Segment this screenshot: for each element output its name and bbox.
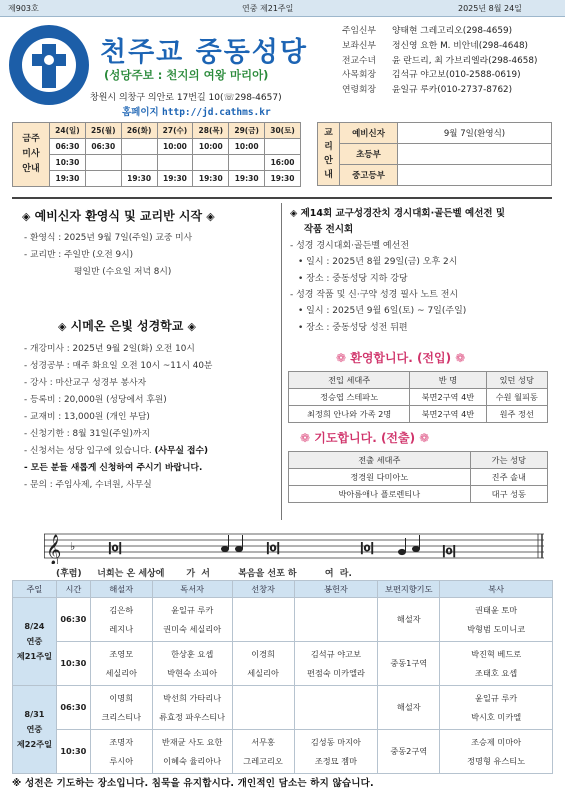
prayer-table [288,451,548,503]
catechesis-label: 초등부 [340,144,398,165]
bible-school-item: - 신청서는 성당 입구에 있습니다. (사무실 접수) [24,446,209,456]
bible-school-item: - 강사 : 마산교구 성경부 봉사자 [24,378,147,388]
catechesis-label: 중고등부 [340,165,398,186]
mass-time-cell [121,139,157,155]
staff-person: 윤 란드리, 최 가브리엘라(298-4658) [392,55,538,66]
schedule-row [13,686,553,730]
svg-text:|o|: |o| [442,544,457,557]
mass-time-cell [121,155,157,171]
mass-side-label-line: 안내 [22,164,40,174]
bulletin-name: (성당주보 : 천지의 여왕 마리아) [104,68,269,82]
issue-date: 2025년 8월 24일 [458,4,522,13]
schedule-cell-line: 박선희 가타리나 [163,692,222,703]
schedule-sunday-line: 제22주일 [16,739,52,749]
schedule-cell [232,598,294,642]
mass-time-cell: 10:30 [50,155,86,171]
catechumen-item: - 환영식 : 2025년 9월 7일(주일) 교중 미사 [24,233,193,243]
svg-text:|o|: |o| [108,541,123,554]
bible-school-item: - 신청기한 : 8월 31일(주일)까지 [24,429,150,439]
prayer-cell: 진주 솔내 [470,469,547,486]
bible-school-title: ◈ 시메온 은빛 성경학교 ◈ [58,319,196,333]
bible-school-item: - 개강미사 : 2025년 9월 2일(화) 오전 10시 [24,344,195,354]
section-divider [12,197,552,199]
schedule-sunday-line: 연중 [26,724,43,734]
schedule-cell-line: 반재균 사도 요한 [161,736,223,747]
mass-time-cell: 19:30 [193,171,229,187]
schedule-header-cell: 해설자 [90,581,152,598]
schedule-cell-line: 중동1구역 [390,658,428,668]
liturgical-week: 연중 제21주일 [242,4,294,13]
parish-name: 천주교 중동성당 [100,37,308,68]
catechesis-side-label [318,123,340,186]
schedule-cell-line: 편점숙 미카엘라 [306,667,365,678]
catechesis-side-label-line: 교 [324,128,333,138]
schedule-cell [90,642,152,686]
schedule-cell-line: 이혜숙 율리아나 [163,755,222,766]
mass-time-cell: 16:00 [265,155,301,171]
prayer-cell: 대구 성동 [470,486,547,503]
homepage [122,104,271,118]
diamond-icon: ◈ [290,208,298,219]
schedule-cell-line: 박현숙 소피아 [167,667,218,678]
catechesis-label: 예비신자 [340,123,398,144]
catechesis-value [398,144,552,165]
schedule-cell [152,686,232,730]
welcome-cell: 원주 정선 [486,406,547,423]
schedule-cell-line: 한상훈 요셉 [171,648,214,659]
welcome-row [289,406,548,423]
prayer-cell: 정경원 다미아노 [289,469,471,486]
catechesis-row [318,123,552,144]
prayer-row [289,469,548,486]
schedule-cell [294,642,378,686]
schedule-cell-line: 조명자 [109,736,134,747]
schedule-cell-line: 윤일규 루카 [171,604,214,615]
mass-time-cell [157,155,193,171]
staff-person: 정신영 요한 M. 비안네(298-4648) [392,40,528,51]
welcome-cell: 북면2구역 4반 [410,389,486,406]
prayer-header-cell: 전출 세대주 [289,452,471,469]
flower-icon: ❁ [336,351,347,365]
schedule-cell-line: 해설자 [396,702,421,712]
welcome-table [288,371,548,423]
schedule-cell-line: 박시호 미카엘 [471,711,522,722]
schedule-cell-line: 조영모 [109,648,134,659]
contest-item: • 장소 : 중동성당 성전 뒤편 [298,323,408,333]
schedule-cell-line: 권태윤 토마 [475,604,518,615]
mass-side-label [13,123,50,187]
schedule-cell [294,598,378,642]
welcome-cell: 최정희 안나와 가족 2명 [289,406,410,423]
schedule-cell-line: 중동2구역 [390,746,428,756]
mass-time-cell: 10:00 [193,139,229,155]
mass-time-cell [85,171,121,187]
contest-item: - 성경 작품 및 신·구약 성경 필사 노트 전시 [290,290,459,300]
homepage-link[interactable]: http://jd.cathms.kr [162,107,271,118]
mass-day-header: 30(토) [265,123,301,139]
flower-icon: ❁ [455,351,466,365]
staff-role: 보좌신부 [342,40,376,51]
schedule-cell-line: 조태호 요셉 [475,667,518,678]
mass-side-label-line: 미사 [22,149,40,159]
schedule-sunday-cell [13,686,57,774]
staff-role: 주임신부 [342,26,376,36]
schedule-cell [90,730,152,774]
schedule-cell-line: 박형범 도미니코 [467,623,526,634]
schedule-cell [378,642,440,686]
catechesis-side-label-line: 리 [324,142,333,152]
schedule-cell [378,730,440,774]
staff-person: 김석규 야고보(010-2588-0619) [392,70,521,81]
schedule-cell [232,730,294,774]
music-staff [44,530,544,564]
mass-day-header: 25(월) [85,123,121,139]
schedule-cell-line: 김성동 마지아 [310,736,361,747]
schedule-cell-line: 권미숙 세실리아 [163,623,222,634]
catechesis-row [318,144,552,165]
bible-school-item: - 교재비 : 13,000원 (개인 부담) [24,412,150,422]
schedule-header-cell: 시간 [56,581,90,598]
schedule-cell [294,686,378,730]
mass-time-cell: 06:30 [85,139,121,155]
schedule-cell-line: 세실리아 [105,667,138,678]
contest-item: - 성경 경시대회·골든벨 예선전 [290,241,410,251]
staff-row [342,24,537,39]
staff-person: 양태현 그레고리오(298-4659) [392,26,512,36]
schedule-cell-line: 류효정 파우스티나 [159,711,226,722]
staff-row [342,68,537,83]
mass-day-header: 29(금) [229,123,265,139]
welcome-header-cell: 있던 성당 [486,372,547,389]
mass-time-cell [85,155,121,171]
issue-strip [0,0,565,17]
schedule-row [13,730,553,774]
schedule-sunday-line: 연중 [26,636,43,646]
schedule-row [13,642,553,686]
column-divider [281,203,282,520]
schedule-cell [90,686,152,730]
schedule-cell [440,642,553,686]
schedule-header-cell: 주일 [13,581,57,598]
mass-time-cell [265,139,301,155]
schedule-cell-line: 해설자 [396,614,421,624]
mass-header-row [13,123,301,139]
schedule-cell-line: 정명형 유스티노 [467,755,526,766]
schedule-header-cell: 봉헌자 [294,581,378,598]
diamond-icon: ◈ [206,210,215,223]
schedule-cell-line: 김은하 [109,604,134,615]
bible-school-item: - 성경공부 : 매주 화요일 오전 10시 ~11시 40분 [24,361,213,371]
footer-note: ※ 성전은 기도하는 장소입니다. 침묵을 유지합시다. 개인적인 담소는 하지 않습니다. [12,778,374,789]
schedule-sunday-line: 8/24 [24,621,45,631]
svg-text:|o|: |o| [266,541,281,554]
parish-logo-icon [8,24,90,106]
schedule-cell [232,686,294,730]
diamond-icon: ◈ [22,210,31,223]
mass-day-header: 24(일) [50,123,86,139]
schedule-cell-line: 이경희 [251,648,275,659]
mass-time-cell: 19:30 [265,171,301,187]
schedule-cell [152,730,232,774]
schedule-cell [378,598,440,642]
mass-day-header: 28(목) [193,123,229,139]
ministry-schedule-table [12,580,553,774]
schedule-cell [90,598,152,642]
staff-row [342,54,537,69]
mass-times-table [12,122,301,187]
catechesis-value: 9월 7일(환영식) [398,123,552,144]
schedule-cell [440,730,553,774]
welcome-cell: 정승엽 스테파노 [289,389,410,406]
schedule-row [13,598,553,642]
schedule-cell-line: 이명희 [109,692,134,703]
mass-day-header: 26(화) [121,123,157,139]
schedule-cell-line: 김석규 야고보 [310,648,361,659]
schedule-header-cell: 보편지향기도 [378,581,440,598]
welcome-header-cell: 전입 세대주 [289,372,410,389]
contest-title: ◈ 제14회 교구성경잔치 경시대회·골든벨 예선전 및 작품 전시회 [290,208,506,235]
flower-icon: ❁ [419,431,430,445]
mass-side-label-line: 금주 [22,134,40,144]
schedule-cell [152,598,232,642]
welcome-header-cell: 반 명 [410,372,486,389]
mass-time-row [13,139,301,155]
catechesis-table [317,122,552,186]
diamond-icon: ◈ [187,320,196,333]
mass-time-cell: 19:30 [50,171,86,187]
schedule-cell-line: 조정묘 젬마 [314,755,357,766]
mass-time-cell: 19:30 [229,171,265,187]
schedule-cell-line: 박진혁 베드로 [471,648,522,659]
mass-time-cell: 10:00 [157,139,193,155]
prayer-header-row [289,452,548,469]
schedule-cell [440,598,553,642]
schedule-cell [440,686,553,730]
schedule-sunday-cell [13,598,57,686]
schedule-header-row [13,581,553,598]
mass-time-row [13,155,301,171]
schedule-cell [232,642,294,686]
mass-day-header: 27(수) [157,123,193,139]
homepage-label: 홈페이지 [122,107,159,118]
mass-time-cell: 19:30 [121,171,157,187]
catechumen-item: 평일반 (수요일 저녁 8시) [74,267,172,277]
schedule-time-cell: 06:30 [56,686,90,730]
mass-time-cell: 06:30 [50,139,86,155]
staff-person: 윤일규 루카(010-2737-8762) [392,85,513,96]
schedule-cell [378,686,440,730]
contest-item: • 장소 : 중동성당 지하 강당 [298,274,408,284]
schedule-time-cell: 10:30 [56,642,90,686]
staff-row [342,83,537,98]
schedule-header-cell: 복사 [440,581,553,598]
mass-time-cell [193,155,229,171]
staff-role: 전교수녀 [342,55,376,66]
schedule-cell-line: 레지나 [109,623,134,634]
catechumen-item: - 교리반 : 주일반 (오전 9시) [24,250,134,260]
prayer-cell: 박아름애나 플로렌티나 [289,486,471,503]
contest-item: • 일시 : 2025년 9월 6일(토) ~ 7일(주일) [298,306,467,316]
welcome-row [289,389,548,406]
prayer-row [289,486,548,503]
schedule-cell-line: 그레고리오 [243,755,283,766]
staff-row [342,39,537,54]
bible-school-item: - 문의 : 주임사제, 수녀원, 사무실 [24,480,152,490]
prayer-title: ❁ 기도합니다. (전출) ❁ [300,431,430,445]
schedule-time-cell: 10:30 [56,730,90,774]
schedule-cell [294,730,378,774]
schedule-cell-line: 윤일규 루카 [475,692,518,703]
catechesis-row [318,165,552,186]
welcome-header-row [289,372,548,389]
svg-text:♭: ♭ [70,540,76,553]
schedule-sunday-line: 8/31 [24,709,45,719]
diamond-icon: ◈ [58,320,67,333]
mass-time-row [13,171,301,187]
schedule-sunday-line: 제21주일 [16,651,52,661]
welcome-cell: 북면2구역 4반 [410,406,486,423]
schedule-cell [152,642,232,686]
schedule-header-cell: 선창자 [232,581,294,598]
issue-number: 제903호 [8,4,39,13]
flower-icon: ❁ [300,431,311,445]
staff-list [342,24,537,98]
treble-clef-icon [46,534,61,564]
catechesis-value [398,165,552,186]
mass-time-cell: 19:30 [157,171,193,187]
catechesis-side-label-line: 안 [324,156,333,166]
schedule-cell-line: 루시아 [109,755,134,766]
catechesis-side-label-line: 내 [324,170,333,180]
parish-address: 창원시 의창구 의안로 17번길 10(☏298-4657) [90,93,282,103]
staff-role: 사목회장 [342,70,376,81]
catechumen-title: ◈ 예비신자 환영식 및 교리반 시작 ◈ [22,209,215,223]
prayer-header-cell: 가는 성당 [470,452,547,469]
contest-item: • 일시 : 2025년 8월 29일(금) 오후 2시 [298,257,458,267]
mass-time-cell [229,155,265,171]
schedule-header-cell: 독서자 [152,581,232,598]
welcome-cell: 수원 월피동 [486,389,547,406]
mass-time-cell: 10:00 [229,139,265,155]
schedule-cell-line: 크리스티나 [101,711,142,722]
schedule-time-cell: 06:30 [56,598,90,642]
welcome-title: ❁ 환영합니다. (전입) ❁ [336,351,466,365]
hymn-lyrics: (후렴) 너희는 온 세상에 가 서 복음을 선포 하 여 라. [56,569,352,579]
bible-school-item: - 등록비 : 20,000원 (성당에서 후원) [24,395,167,405]
svg-text:|o|: |o| [360,541,375,554]
svg-text:𝄞: 𝄞 [46,535,62,564]
schedule-cell-line: 조승제 미마아 [471,736,522,747]
schedule-cell-line: 서무홍 [251,736,275,747]
schedule-cell-line: 세실리아 [247,667,279,678]
staff-role: 연령회장 [342,85,376,96]
bible-school-item: - 모든 분들 새롭게 신청하여 주시기 바랍니다. [24,463,203,473]
